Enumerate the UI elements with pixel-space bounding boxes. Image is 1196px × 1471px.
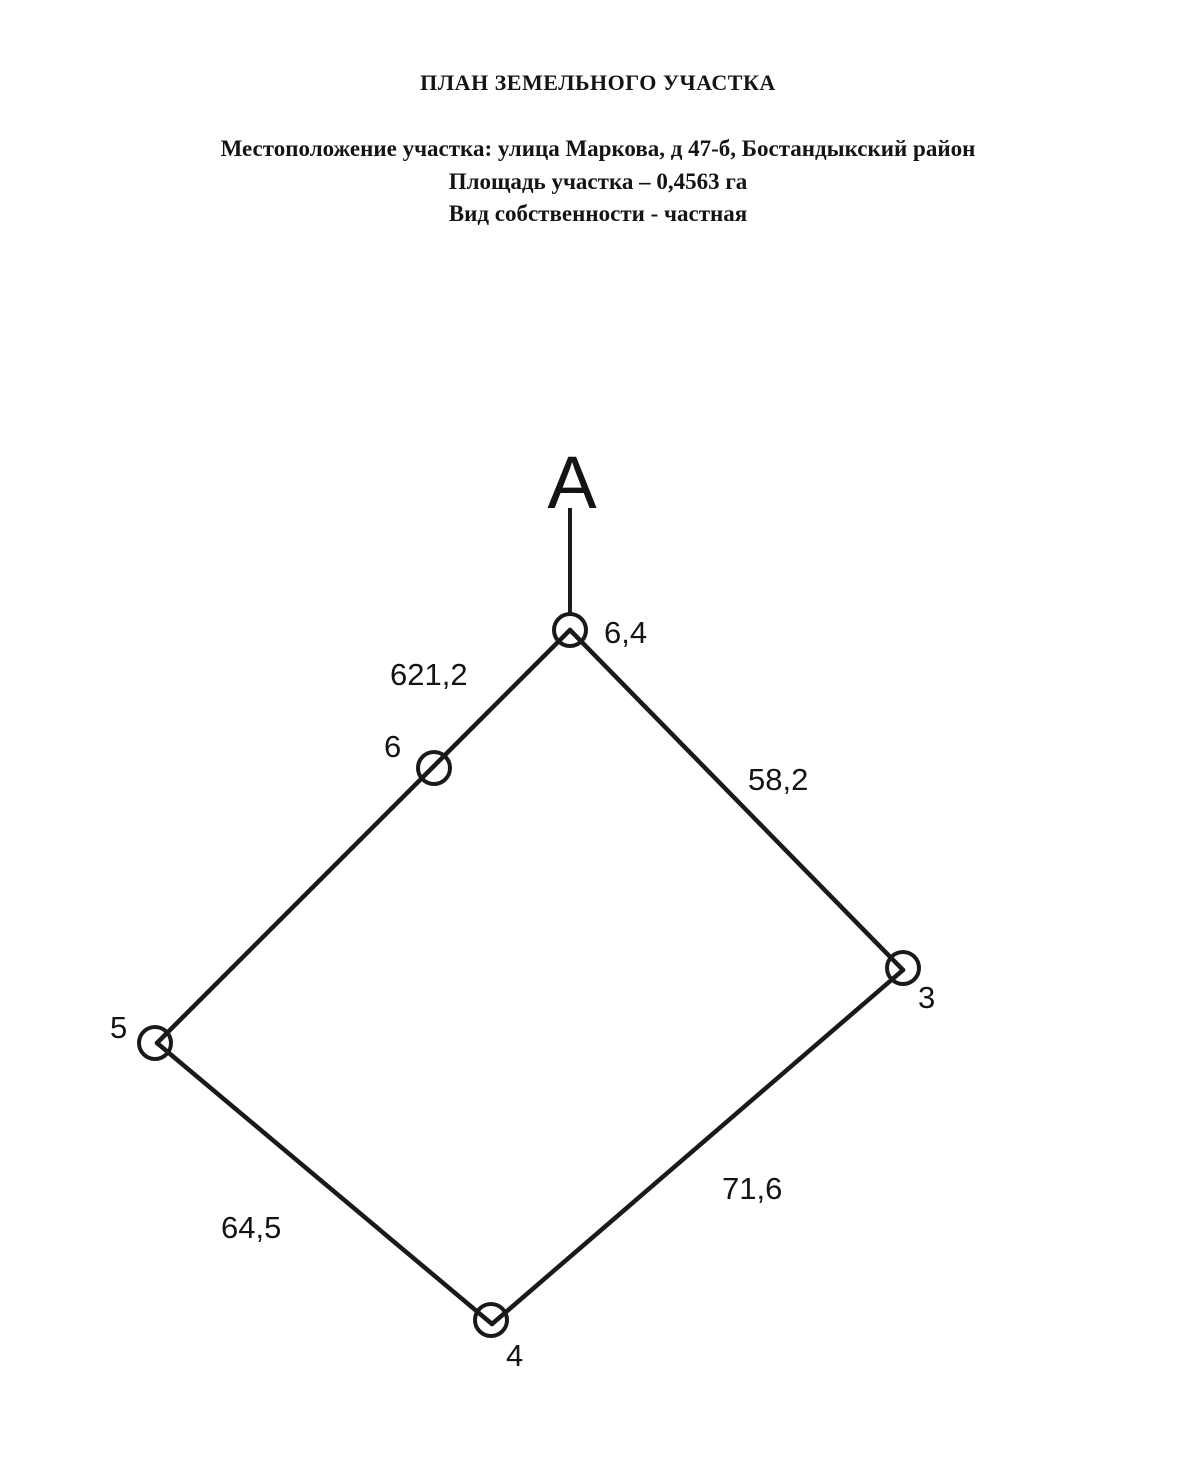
edge-p4-p3 <box>492 970 903 1324</box>
area-line: Площадь участка – 0,4563 га <box>448 169 748 194</box>
edge-p3-top <box>570 630 903 970</box>
edge-p5-p4 <box>157 1043 492 1324</box>
edge-length-top-p6: 621,2 <box>390 657 468 692</box>
point-label-3: 3 <box>918 980 936 1015</box>
edge-length-top-p3: 58,2 <box>748 762 809 797</box>
ownership-line: Вид собственности - частная <box>448 201 748 226</box>
document-title: ПЛАН ЗЕМЕЛЬНОГО УЧАСТКА <box>420 70 776 95</box>
point-label-top: 6,4 <box>604 615 648 650</box>
point-label-6: 6 <box>384 729 402 764</box>
north-arrow <box>547 441 597 614</box>
edge-p6-p5 <box>157 766 434 1043</box>
location-line: Местоположение участка: улица Маркова, д 47-б, Бостандыкский район <box>220 136 976 161</box>
edge-top-p6 <box>434 630 570 766</box>
vertex-4 <box>475 1304 507 1336</box>
edge-length-p4-p3: 71,6 <box>722 1171 783 1206</box>
edge-length-p5-p4: 64,5 <box>221 1210 282 1245</box>
point-label-4: 4 <box>506 1338 524 1373</box>
north-arrow-label: A <box>547 441 597 524</box>
point-label-5: 5 <box>110 1010 128 1045</box>
